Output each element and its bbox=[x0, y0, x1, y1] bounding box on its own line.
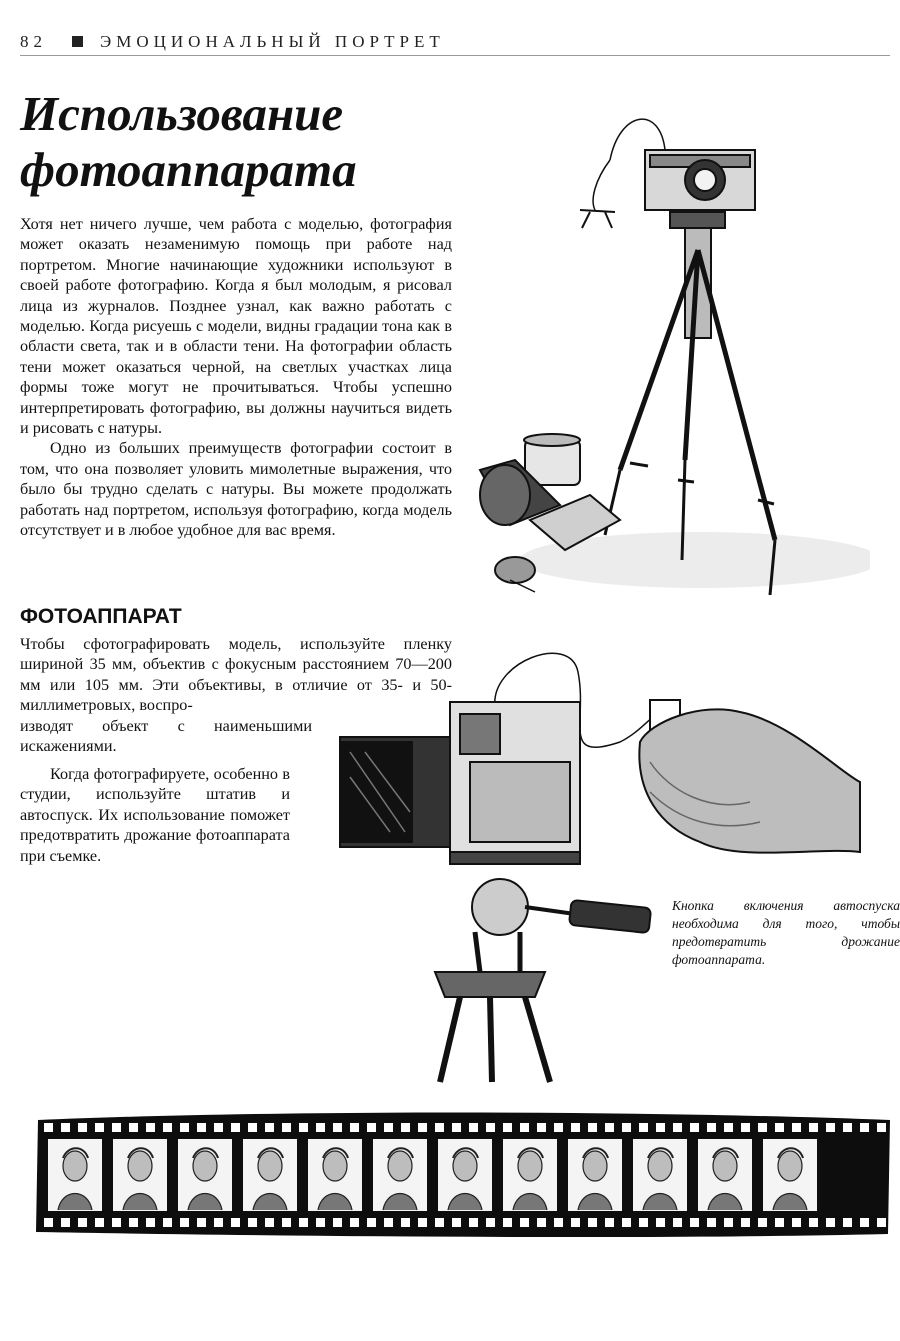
title-line-1: Использование bbox=[20, 86, 344, 141]
section-heading-camera: ФОТОАППАРАТ bbox=[20, 605, 182, 628]
film-sprocket-hole bbox=[843, 1218, 852, 1227]
film-sprocket-hole bbox=[877, 1123, 886, 1132]
film-sprocket-hole bbox=[775, 1218, 784, 1227]
film-sprocket-hole bbox=[469, 1218, 478, 1227]
film-sprocket-hole bbox=[180, 1218, 189, 1227]
header-square-bullet bbox=[72, 36, 83, 47]
film-sprocket-hole bbox=[231, 1123, 240, 1132]
film-sprocket-hole bbox=[95, 1123, 104, 1132]
intro-text bbox=[20, 214, 452, 541]
film-sprocket-hole bbox=[469, 1123, 478, 1132]
film-sprocket-hole bbox=[146, 1218, 155, 1227]
film-frame bbox=[308, 1139, 362, 1211]
camera-paragraph-2-text: Когда фотографируете, особенно в студии, используйте штатив и автоспуск. Их использование поможет предотвратить дрожание фотоаппарата при съемке. bbox=[20, 765, 290, 865]
film-sprocket-hole bbox=[112, 1123, 121, 1132]
film-sprocket-hole bbox=[724, 1218, 733, 1227]
film-sprocket-hole bbox=[758, 1123, 767, 1132]
film-sprocket-hole bbox=[61, 1123, 70, 1132]
film-sprocket-hole bbox=[775, 1123, 784, 1132]
film-sprocket-hole bbox=[316, 1123, 325, 1132]
film-sprocket-hole bbox=[826, 1218, 835, 1227]
camera-paragraph-1-narrow: изводят объект с наименьшими искажениями. bbox=[20, 716, 312, 756]
page-number: 82 bbox=[20, 32, 47, 51]
intro-paragraph-1: Хотя нет ничего лучше, чем работа с моделью, фотография может оказать незаменимую помощь при работе над портретом. Многие начинающие художники используют в своей работе фотографию. Когда я был молодым, я рисовал лица из журналов. Позднее узнал, как важно работать с моделью. Когда рисуешь с модели, видны градации тона как в области света, так и в области тени. На фотографии область тени может оказаться черной, на светлых участках лица формы тоже могут не прочитываться. Чтобы успешно интерпретировать фотографию, вы должны научиться видеть и рисовать с натуры. bbox=[20, 215, 452, 438]
camera-on-tripod-sketch bbox=[470, 100, 870, 605]
film-sprocket-hole bbox=[537, 1123, 546, 1132]
film-sprocket-hole bbox=[554, 1218, 563, 1227]
film-sprocket-hole bbox=[656, 1218, 665, 1227]
camera-paragraph-2 bbox=[20, 764, 290, 866]
film-sprocket-hole bbox=[214, 1123, 223, 1132]
film-sprocket-hole bbox=[333, 1123, 342, 1132]
film-frame bbox=[698, 1139, 752, 1211]
film-frame bbox=[243, 1139, 297, 1211]
film-sprocket-hole bbox=[758, 1218, 767, 1227]
film-sprocket-hole bbox=[724, 1123, 733, 1132]
film-sprocket-hole bbox=[741, 1218, 750, 1227]
running-header bbox=[20, 28, 890, 56]
film-sprocket-hole bbox=[367, 1218, 376, 1227]
film-sprocket-hole bbox=[418, 1123, 427, 1132]
film-sprocket-hole bbox=[809, 1218, 818, 1227]
film-sprocket-hole bbox=[588, 1218, 597, 1227]
film-sprocket-hole bbox=[146, 1123, 155, 1132]
film-frame bbox=[568, 1139, 622, 1211]
film-sprocket-hole bbox=[860, 1218, 869, 1227]
film-frame bbox=[48, 1139, 102, 1211]
film-sprocket-hole bbox=[214, 1218, 223, 1227]
film-sprocket-hole bbox=[44, 1123, 53, 1132]
film-sprocket-hole bbox=[95, 1218, 104, 1227]
film-sprocket-hole bbox=[197, 1123, 206, 1132]
film-sprocket-hole bbox=[435, 1218, 444, 1227]
film-sprocket-hole bbox=[690, 1123, 699, 1132]
film-sprocket-hole bbox=[112, 1218, 121, 1227]
film-sprocket-hole bbox=[792, 1218, 801, 1227]
film-sprocket-hole bbox=[282, 1218, 291, 1227]
film-sprocket-hole bbox=[163, 1218, 172, 1227]
figure-caption: Кнопка включения автоспуска необходима для того, чтобы предотвратить дрожание фотоаппарата. bbox=[672, 898, 900, 967]
film-sprocket-hole bbox=[571, 1218, 580, 1227]
film-frame bbox=[503, 1139, 557, 1211]
film-sprocket-hole bbox=[690, 1218, 699, 1227]
film-sprocket-hole bbox=[503, 1218, 512, 1227]
film-sprocket-hole bbox=[163, 1123, 172, 1132]
film-frame bbox=[373, 1139, 427, 1211]
film-sprocket-hole bbox=[435, 1123, 444, 1132]
page-title bbox=[20, 86, 450, 198]
film-frame bbox=[113, 1139, 167, 1211]
film-sprocket-hole bbox=[588, 1123, 597, 1132]
film-sprocket-hole bbox=[299, 1123, 308, 1132]
film-sprocket-hole bbox=[843, 1123, 852, 1132]
film-sprocket-hole bbox=[265, 1218, 274, 1227]
film-sprocket-hole bbox=[384, 1218, 393, 1227]
film-sprocket-hole bbox=[571, 1123, 580, 1132]
film-sprocket-hole bbox=[486, 1123, 495, 1132]
film-sprocket-hole bbox=[350, 1218, 359, 1227]
film-sprocket-hole bbox=[78, 1123, 87, 1132]
intro-paragraph-2: Одно из больших преимуществ фотографии состоит в том, что она позволяет уловить мимолетные выражения, что было бы трудно сделать с натуры. Вы можете продолжать работать над портретом, используя фотографию, когда модель отсутствует и в любое удобное для вас время. bbox=[20, 439, 452, 540]
film-strip-with-portraits bbox=[30, 1112, 895, 1240]
film-sprocket-hole bbox=[248, 1218, 257, 1227]
film-sprocket-hole bbox=[639, 1218, 648, 1227]
film-sprocket-hole bbox=[741, 1123, 750, 1132]
film-sprocket-hole bbox=[707, 1123, 716, 1132]
film-sprocket-hole bbox=[180, 1123, 189, 1132]
film-sprocket-hole bbox=[639, 1123, 648, 1132]
film-sprocket-hole bbox=[792, 1123, 801, 1132]
film-sprocket-hole bbox=[384, 1123, 393, 1132]
film-sprocket-hole bbox=[231, 1218, 240, 1227]
film-sprocket-hole bbox=[520, 1218, 529, 1227]
film-sprocket-hole bbox=[486, 1218, 495, 1227]
header-rule bbox=[20, 55, 890, 56]
film-sprocket-hole bbox=[452, 1123, 461, 1132]
film-sprocket-hole bbox=[129, 1218, 138, 1227]
film-sprocket-hole bbox=[265, 1123, 274, 1132]
film-sprocket-hole bbox=[537, 1218, 546, 1227]
film-sprocket-hole bbox=[282, 1123, 291, 1132]
film-sprocket-hole bbox=[401, 1218, 410, 1227]
film-sprocket-hole bbox=[877, 1218, 886, 1227]
film-frame bbox=[633, 1139, 687, 1211]
film-sprocket-hole bbox=[656, 1123, 665, 1132]
film-sprocket-hole bbox=[316, 1218, 325, 1227]
film-sprocket-hole bbox=[605, 1123, 614, 1132]
film-sprocket-hole bbox=[129, 1123, 138, 1132]
title-line-2: фотоаппарата bbox=[20, 142, 357, 197]
film-sprocket-hole bbox=[860, 1123, 869, 1132]
film-frame bbox=[438, 1139, 492, 1211]
film-sprocket-hole bbox=[554, 1123, 563, 1132]
film-sprocket-hole bbox=[809, 1123, 818, 1132]
film-sprocket-hole bbox=[707, 1218, 716, 1227]
film-sprocket-hole bbox=[61, 1218, 70, 1227]
camera-paragraph-1-wide: Чтобы сфотографировать модель, используйте пленку шириной 35 мм, объектив с фокусным расстоянием 70—200 мм или 105 мм. Эти объективы, в отличие от 35- и 50-миллиметровых, воспро- bbox=[20, 635, 452, 715]
film-frame bbox=[178, 1139, 232, 1211]
film-sprocket-hole bbox=[350, 1123, 359, 1132]
film-sprocket-hole bbox=[520, 1123, 529, 1132]
film-sprocket-hole bbox=[605, 1218, 614, 1227]
film-sprocket-hole bbox=[452, 1218, 461, 1227]
film-sprocket-hole bbox=[44, 1218, 53, 1227]
camera-with-remote-release-sketch bbox=[320, 642, 880, 1087]
film-sprocket-hole bbox=[197, 1218, 206, 1227]
film-sprocket-hole bbox=[333, 1218, 342, 1227]
film-sprocket-hole bbox=[78, 1218, 87, 1227]
film-sprocket-hole bbox=[826, 1123, 835, 1132]
film-sprocket-hole bbox=[299, 1218, 308, 1227]
film-sprocket-hole bbox=[248, 1123, 257, 1132]
film-sprocket-hole bbox=[503, 1123, 512, 1132]
running-title: ЭМОЦИОНАЛЬНЫЙ ПОРТРЕТ bbox=[100, 32, 445, 51]
film-sprocket-hole bbox=[401, 1123, 410, 1132]
film-sprocket-hole bbox=[673, 1123, 682, 1132]
film-sprocket-hole bbox=[622, 1123, 631, 1132]
film-sprocket-hole bbox=[622, 1218, 631, 1227]
film-sprocket-hole bbox=[418, 1218, 427, 1227]
film-sprocket-hole bbox=[367, 1123, 376, 1132]
film-sprocket-hole bbox=[673, 1218, 682, 1227]
film-frame bbox=[763, 1139, 817, 1211]
